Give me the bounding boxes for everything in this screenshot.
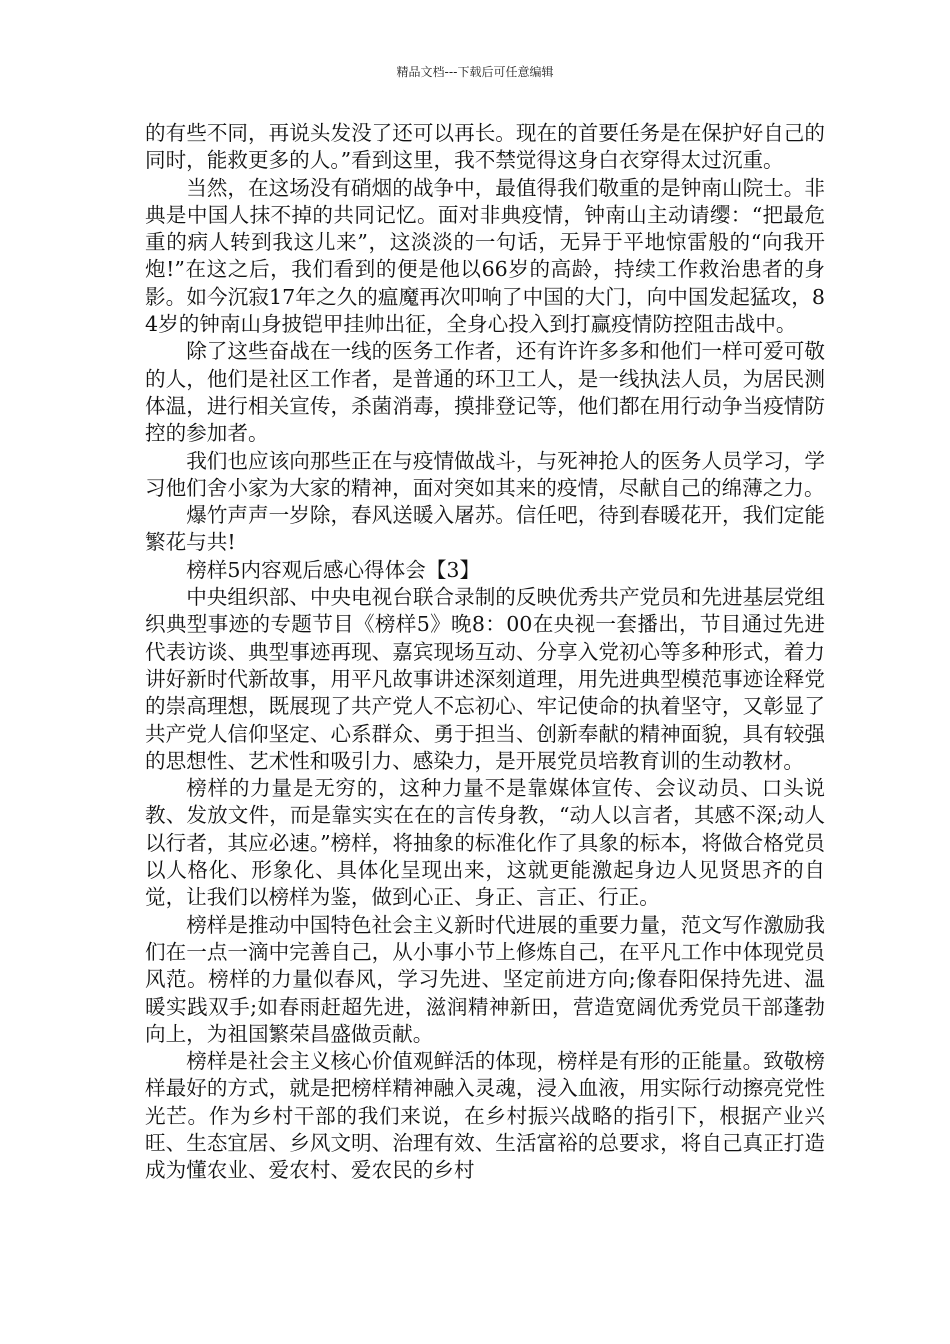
paragraph-continuation: 的有些不同，再说头发没了还可以再长。现在的首要任务是在保护好自己的同时，能救更多的人。”看到这里，我不禁觉得这身白衣穿得太过沉重。	[145, 121, 825, 173]
paragraph-program-intro: 中央组织部、中央电视台联合录制的反映优秀共产党员和先进基层党组织典型事迹的专题节目《榜样5》晚8：00在央视一套播出，节目通过先进代表访谈、典型事迹再现、嘉宾现场互动、分享入党初心等多种形式，着力讲好新时代新故事，用平凡故事讲述深刻道理，用先进典型模范事迹诠释党的崇高理想，既展现了共产党人不忘初心、牢记使命的执着坚守，又彰显了共产党人信仰坚定、心系群众、勇于担当、创新奉献的精神面貌，具有较强的思想性、艺术性和吸引力、感染力，是开展党员培教育训的生动教材。	[145, 585, 825, 773]
paragraph-power-of-role-models: 榜样的力量是无穷的，这种力量不是靠媒体宣传、会议动员、口头说教、发放文件，而是靠实实在在的言传身教，“动人以言者，其感不深;动人以行者，其应必速。”榜样，将抽象的标准化作了具象的标本，将做合格党员以人格化、形象化、具体化呈现出来，这就更能激起身边人见贤思齐的自觉，让我们以榜样为鉴，做到心正、身正、言正、行正。	[145, 776, 825, 910]
section-heading: 榜样5内容观后感心得体会【3】	[186, 557, 481, 582]
document-body	[145, 120, 825, 1185]
paragraph-community-workers: 除了这些奋战在一线的医务工作者，还有许许多多和他们一样可爱可敬的人，他们是社区工作者，是普通的环卫工人，是一线执法人员，为居民测体温，进行相关宣传，杀菌消毒，摸排登记等，他们都在用行动争当疫情防控的参加者。	[145, 339, 825, 446]
page-header: 精品文档---下载后可任意编辑	[396, 65, 554, 79]
paragraph-spring-blossom: 爆竹声声一岁除，春风送暖入屠苏。信任吧，待到春暖花开，我们定能繁花与共!	[145, 503, 825, 555]
paragraph-core-values: 榜样是社会主义核心价值观鲜活的体现，榜样是有形的正能量。致敬榜样最好的方式，就是把榜样精神融入灵魂，浸入血液，用实际行动擦亮党性光芒。作为乡村干部的我们来说，在乡村振兴战略的指引下，根据产业兴旺、生态宜居、乡风文明、治理有效、生活富裕的总要求，将自己真正打造成为懂农业、爱农村、爱农民的乡村	[145, 1049, 825, 1183]
paragraph-learn-from-medics: 我们也应该向那些正在与疫情做战斗，与死神抢人的医务人员学习，学习他们舍小家为大家的精神，面对突如其来的疫情，尽献自己的绵薄之力。	[145, 448, 825, 500]
paragraph-driving-force: 榜样是推动中国特色社会主义新时代进展的重要力量，范文写作激励我们在一点一滴中完善自己，从小事小节上修炼自己，在平凡工作中体现党员风范。榜样的力量似春风，学习先进、坚定前进方向;像春阳保持先进、温暖实践双手;如春雨赶超先进，滋润精神新田，营造宽阔优秀党员干部蓬勃向上，为祖国繁荣昌盛做贡献。	[145, 912, 825, 1046]
paragraph-zhong-nanshan: 当然，在这场没有硝烟的战争中，最值得我们敬重的是钟南山院士。非典是中国人抹不掉的共同记忆。面对非典疫情，钟南山主动请缨：“把最危重的病人转到我这儿来”，这淡淡的一句话，无异于平地惊雷般的“向我开炮!”在这之后，我们看到的便是他以66岁的高龄，持续工作救治患者的身影。如今沉寂17年之久的瘟魔再次叩响了中国的大门，向中国发起猛攻，84岁的钟南山身披铠甲挂帅出征，全身心投入到打赢疫情防控阻击战中。	[145, 175, 825, 337]
